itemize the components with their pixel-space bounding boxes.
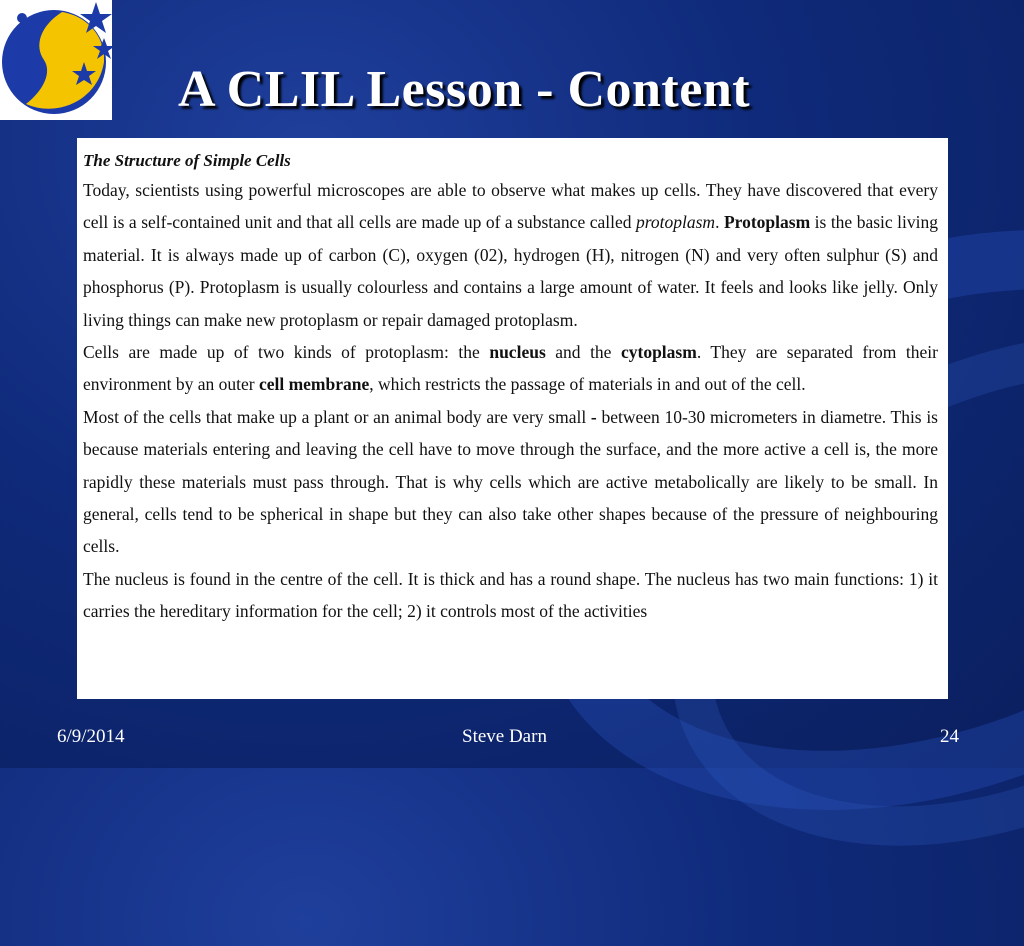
- text-span: The nucleus is found in the centre of the cell. It is thick and has a round shape. The nucleus has two main functions: 1) it carries the hereditary information for the cell; 2) it controls most of the activities: [83, 568, 938, 622]
- footer-author: Steve Darn: [462, 726, 547, 747]
- text-span: is the basic living material. It is always made up of carbon (C), oxygen (02), hydrogen (H), nitrogen (N) and very often sulphur (S) and phosphorus (P). Protoplasm is usually colourless and contains a large amount of water. It feels and looks like jelly. Only living things can make new protoplasm or repair damaged protoplasm.: [83, 212, 938, 330]
- footer-page-number: 24: [940, 726, 959, 747]
- text-span: , which restricts the passage of materials in and out of the cell.: [369, 374, 806, 395]
- paragraph-nucleus-cytoplasm: [83, 336, 938, 401]
- term-bold: cell membrane: [258, 374, 370, 395]
- term-bold: -: [590, 406, 602, 427]
- document-heading: The Structure of Simple Cells: [83, 151, 291, 170]
- document-excerpt: [77, 138, 948, 699]
- term-italic: protoplasm: [635, 212, 716, 233]
- paragraph-nucleus-functions: [83, 563, 938, 628]
- moon-and-stars-logo-icon: [0, 0, 112, 120]
- text-span: Today, scientists using powerful microscopes are able to observe what makes up cells. They have discovered that every cell is a self-contained unit and that all cells are made up of a substance called: [83, 180, 938, 233]
- paragraph-cell-size: [83, 401, 938, 563]
- text-span: between 10-30 micrometers in diametre. This is because materials entering and leaving the cell have to move through the surface, and the more active a cell is, the more rapidly these materials must pass through. That is why cells which are active metabolically are likely to be small. In general, cells tend to be spherical in shape but they can also take other shapes because of the pressure of neighbouring cells.: [83, 406, 938, 557]
- term-bold: nucleus: [489, 342, 546, 363]
- term-bold: Protoplasm: [723, 212, 811, 233]
- logo: [0, 0, 112, 120]
- slide-title: A CLIL Lesson - Content: [178, 61, 751, 118]
- paragraph-protoplasm: [83, 174, 938, 336]
- footer-date: 6/9/2014: [57, 726, 125, 747]
- text-span: Most of the cells that make up a plant or an animal body are very small: [83, 406, 591, 427]
- text-span: Cells are made up of two kinds of protoplasm: the: [83, 342, 490, 363]
- term-bold: cytoplasm: [620, 342, 697, 363]
- text-span: . They are separated from their environment by an outer: [83, 342, 938, 395]
- text-span: and the: [545, 342, 621, 363]
- text-span: .: [715, 212, 724, 233]
